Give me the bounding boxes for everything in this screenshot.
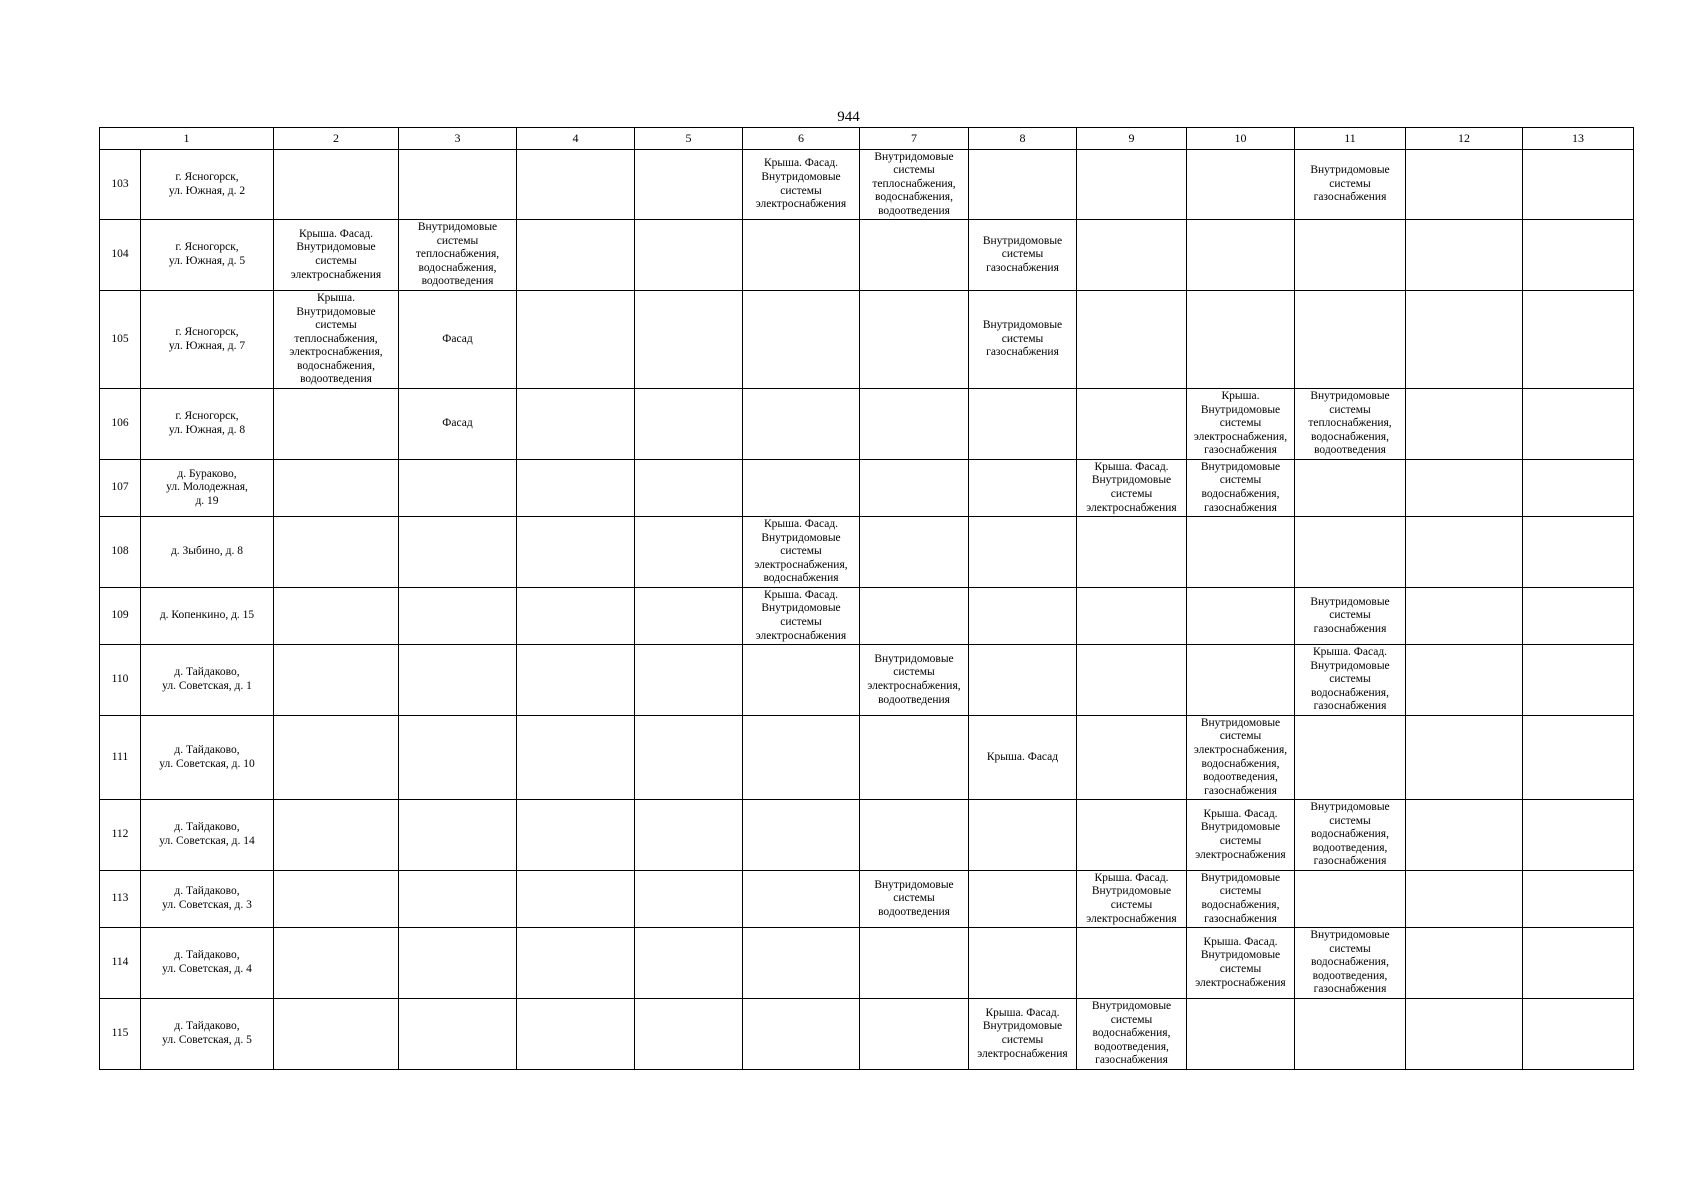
column-header: 9 bbox=[1077, 128, 1187, 150]
work-cell bbox=[743, 291, 860, 389]
column-header: 1 bbox=[100, 128, 274, 150]
work-cell bbox=[517, 928, 635, 999]
work-cell bbox=[1523, 389, 1634, 460]
work-cell bbox=[1406, 389, 1523, 460]
work-cell bbox=[274, 389, 399, 460]
work-cell bbox=[743, 389, 860, 460]
table-row bbox=[100, 645, 1634, 716]
work-cell bbox=[399, 150, 517, 220]
work-cell bbox=[860, 928, 969, 999]
work-cell bbox=[969, 588, 1077, 645]
work-cell bbox=[1406, 588, 1523, 645]
work-cell bbox=[1187, 150, 1295, 220]
work-cell bbox=[274, 645, 399, 716]
work-cell bbox=[1077, 150, 1187, 220]
work-cell bbox=[1295, 716, 1406, 800]
work-cell: Крыша. Фасад. Внутридомовые системы электроснабжения bbox=[1077, 871, 1187, 928]
work-cell bbox=[1077, 800, 1187, 871]
address-cell: г. Ясногорск, ул. Южная, д. 7 bbox=[141, 291, 274, 389]
work-cell bbox=[1187, 291, 1295, 389]
work-cell bbox=[1523, 871, 1634, 928]
work-cell bbox=[860, 291, 969, 389]
row-number: 105 bbox=[100, 291, 141, 389]
work-cell bbox=[635, 220, 743, 291]
work-cell bbox=[635, 517, 743, 588]
work-cell bbox=[969, 871, 1077, 928]
work-cell: Внутридомовые системы газоснабжения bbox=[969, 220, 1077, 291]
work-cell bbox=[517, 716, 635, 800]
work-cell bbox=[635, 389, 743, 460]
work-cell bbox=[274, 928, 399, 999]
work-cell bbox=[1406, 150, 1523, 220]
work-cell bbox=[399, 800, 517, 871]
work-cell bbox=[1077, 588, 1187, 645]
row-number: 109 bbox=[100, 588, 141, 645]
address-cell: д. Копенкино, д. 15 bbox=[141, 588, 274, 645]
work-cell bbox=[743, 800, 860, 871]
column-header: 11 bbox=[1295, 128, 1406, 150]
work-cell bbox=[635, 291, 743, 389]
work-cell bbox=[399, 871, 517, 928]
work-cell bbox=[517, 588, 635, 645]
work-cell bbox=[517, 220, 635, 291]
column-header: 7 bbox=[860, 128, 969, 150]
row-number: 114 bbox=[100, 928, 141, 999]
work-cell: Крыша. Внутридомовые системы теплоснабжения, электроснабжения, водоснабжения, водоотведения bbox=[274, 291, 399, 389]
work-cell bbox=[635, 588, 743, 645]
work-cell bbox=[1406, 999, 1523, 1070]
work-cell bbox=[1295, 871, 1406, 928]
work-cell bbox=[399, 645, 517, 716]
work-cell bbox=[1295, 291, 1406, 389]
work-cell bbox=[1406, 645, 1523, 716]
work-cell bbox=[274, 588, 399, 645]
work-cell bbox=[399, 588, 517, 645]
repair-schedule-table bbox=[99, 127, 1634, 1070]
row-number: 107 bbox=[100, 460, 141, 517]
work-cell: Крыша. Фасад. Внутридомовые системы электроснабжения bbox=[1187, 800, 1295, 871]
work-cell bbox=[1406, 716, 1523, 800]
address-cell: д. Тайдаково, ул. Советская, д. 3 bbox=[141, 871, 274, 928]
table-row bbox=[100, 460, 1634, 517]
work-cell bbox=[1523, 460, 1634, 517]
work-cell: Внутридомовые системы теплоснабжения, водоснабжения, водоотведения bbox=[860, 150, 969, 220]
work-cell bbox=[399, 517, 517, 588]
work-cell: Внутридомовые системы теплоснабжения, водоснабжения, водоотведения bbox=[1295, 389, 1406, 460]
work-cell bbox=[1523, 645, 1634, 716]
address-cell: д. Тайдаково, ул. Советская, д. 10 bbox=[141, 716, 274, 800]
work-cell: Внутридомовые системы электроснабжения, водоснабжения, водоотведения, газоснабжения bbox=[1187, 716, 1295, 800]
work-cell bbox=[1187, 517, 1295, 588]
column-header: 10 bbox=[1187, 128, 1295, 150]
work-cell: Крыша. Фасад. Внутридомовые системы электроснабжения bbox=[1187, 928, 1295, 999]
address-cell: г. Ясногорск, ул. Южная, д. 8 bbox=[141, 389, 274, 460]
row-number: 110 bbox=[100, 645, 141, 716]
work-cell bbox=[743, 645, 860, 716]
work-cell bbox=[635, 871, 743, 928]
table-row bbox=[100, 150, 1634, 220]
work-cell: Внутридомовые системы водоснабжения, водоотведения, газоснабжения bbox=[1295, 928, 1406, 999]
work-cell bbox=[517, 291, 635, 389]
work-cell bbox=[635, 716, 743, 800]
address-cell: д. Тайдаково, ул. Советская, д. 14 bbox=[141, 800, 274, 871]
work-cell bbox=[860, 800, 969, 871]
work-cell bbox=[1523, 517, 1634, 588]
work-cell bbox=[517, 645, 635, 716]
work-cell: Крыша. Фасад. Внутридомовые системы электроснабжения bbox=[743, 150, 860, 220]
work-cell bbox=[860, 517, 969, 588]
column-header: 4 bbox=[517, 128, 635, 150]
row-number: 112 bbox=[100, 800, 141, 871]
work-cell bbox=[1187, 645, 1295, 716]
work-cell: Внутридомовые системы водоотведения bbox=[860, 871, 969, 928]
work-cell: Крыша. Фасад. Внутридомовые системы электроснабжения bbox=[969, 999, 1077, 1070]
work-cell bbox=[1523, 716, 1634, 800]
work-cell bbox=[635, 999, 743, 1070]
column-header: 8 bbox=[969, 128, 1077, 150]
work-cell: Внутридомовые системы газоснабжения bbox=[1295, 588, 1406, 645]
work-cell bbox=[635, 928, 743, 999]
work-cell bbox=[743, 220, 860, 291]
work-cell bbox=[1077, 928, 1187, 999]
work-cell bbox=[635, 645, 743, 716]
column-header: 2 bbox=[274, 128, 399, 150]
work-cell bbox=[1523, 588, 1634, 645]
work-cell bbox=[1077, 291, 1187, 389]
work-cell: Внутридомовые системы водоснабжения, водоотведения, газоснабжения bbox=[1077, 999, 1187, 1070]
work-cell bbox=[399, 716, 517, 800]
work-cell bbox=[274, 517, 399, 588]
table-row bbox=[100, 800, 1634, 871]
table-row bbox=[100, 220, 1634, 291]
work-cell bbox=[1077, 645, 1187, 716]
work-cell bbox=[860, 389, 969, 460]
work-cell: Внутридомовые системы водоснабжения, газоснабжения bbox=[1187, 460, 1295, 517]
work-cell bbox=[743, 999, 860, 1070]
work-cell: Внутридомовые системы газоснабжения bbox=[1295, 150, 1406, 220]
work-cell bbox=[517, 999, 635, 1070]
column-header: 12 bbox=[1406, 128, 1523, 150]
work-cell bbox=[743, 928, 860, 999]
table-row bbox=[100, 291, 1634, 389]
work-cell bbox=[517, 517, 635, 588]
column-header: 13 bbox=[1523, 128, 1634, 150]
work-cell bbox=[517, 460, 635, 517]
column-header: 3 bbox=[399, 128, 517, 150]
work-cell bbox=[1523, 800, 1634, 871]
row-number: 113 bbox=[100, 871, 141, 928]
work-cell bbox=[1406, 871, 1523, 928]
work-cell bbox=[1406, 800, 1523, 871]
work-cell bbox=[274, 716, 399, 800]
address-cell: д. Тайдаково, ул. Советская, д. 1 bbox=[141, 645, 274, 716]
work-cell bbox=[1077, 517, 1187, 588]
work-cell bbox=[969, 389, 1077, 460]
column-header: 6 bbox=[743, 128, 860, 150]
work-cell bbox=[743, 871, 860, 928]
column-header: 5 bbox=[635, 128, 743, 150]
work-cell: Крыша. Фасад. Внутридомовые системы электроснабжения bbox=[1077, 460, 1187, 517]
work-cell bbox=[1077, 389, 1187, 460]
address-cell: д. Тайдаково, ул. Советская, д. 4 bbox=[141, 928, 274, 999]
work-cell bbox=[274, 871, 399, 928]
work-cell bbox=[1295, 999, 1406, 1070]
work-cell bbox=[1406, 928, 1523, 999]
work-cell bbox=[969, 460, 1077, 517]
work-cell bbox=[1523, 928, 1634, 999]
work-cell bbox=[274, 999, 399, 1070]
work-cell: Внутридомовые системы газоснабжения bbox=[969, 291, 1077, 389]
row-number: 115 bbox=[100, 999, 141, 1070]
work-cell bbox=[274, 460, 399, 517]
work-cell bbox=[1187, 999, 1295, 1070]
address-cell: д. Бураково, ул. Молодежная, д. 19 bbox=[141, 460, 274, 517]
work-cell bbox=[1295, 220, 1406, 291]
work-cell bbox=[1295, 460, 1406, 517]
work-cell bbox=[274, 800, 399, 871]
page-number: 944 bbox=[837, 109, 860, 125]
work-cell bbox=[1077, 220, 1187, 291]
work-cell bbox=[517, 150, 635, 220]
work-cell: Внутридомовые системы водоснабжения, газоснабжения bbox=[1187, 871, 1295, 928]
work-cell bbox=[969, 800, 1077, 871]
work-cell: Внутридомовые системы теплоснабжения, водоснабжения, водоотведения bbox=[399, 220, 517, 291]
work-cell bbox=[517, 800, 635, 871]
work-cell bbox=[969, 150, 1077, 220]
work-cell bbox=[1523, 291, 1634, 389]
table-row bbox=[100, 716, 1634, 800]
work-cell bbox=[1523, 150, 1634, 220]
work-cell bbox=[517, 389, 635, 460]
work-cell bbox=[860, 460, 969, 517]
work-cell bbox=[743, 460, 860, 517]
row-number: 104 bbox=[100, 220, 141, 291]
work-cell bbox=[1523, 999, 1634, 1070]
work-cell bbox=[1406, 460, 1523, 517]
work-cell: Внутридомовые системы электроснабжения, водоотведения bbox=[860, 645, 969, 716]
work-cell: Крыша. Внутридомовые системы электроснабжения, газоснабжения bbox=[1187, 389, 1295, 460]
row-number: 103 bbox=[100, 150, 141, 220]
work-cell bbox=[399, 928, 517, 999]
table-row bbox=[100, 999, 1634, 1070]
work-cell bbox=[399, 460, 517, 517]
work-cell bbox=[1187, 588, 1295, 645]
work-cell: Крыша. Фасад. Внутридомовые системы электроснабжения bbox=[743, 588, 860, 645]
work-cell bbox=[1406, 220, 1523, 291]
row-number: 108 bbox=[100, 517, 141, 588]
work-cell bbox=[635, 800, 743, 871]
work-cell bbox=[860, 588, 969, 645]
table-row bbox=[100, 871, 1634, 928]
work-cell bbox=[1523, 220, 1634, 291]
work-cell bbox=[1187, 220, 1295, 291]
table-row bbox=[100, 389, 1634, 460]
work-cell bbox=[969, 928, 1077, 999]
work-cell bbox=[1406, 517, 1523, 588]
work-cell: Внутридомовые системы водоснабжения, водоотведения, газоснабжения bbox=[1295, 800, 1406, 871]
row-number: 106 bbox=[100, 389, 141, 460]
table-row bbox=[100, 517, 1634, 588]
work-cell bbox=[1295, 517, 1406, 588]
work-cell bbox=[860, 716, 969, 800]
table-row bbox=[100, 928, 1634, 999]
work-cell bbox=[1406, 291, 1523, 389]
work-cell: Фасад bbox=[399, 389, 517, 460]
work-cell bbox=[969, 517, 1077, 588]
work-cell bbox=[274, 150, 399, 220]
column-number-row bbox=[100, 128, 1634, 150]
work-cell: Фасад bbox=[399, 291, 517, 389]
address-cell: г. Ясногорск, ул. Южная, д. 5 bbox=[141, 220, 274, 291]
work-cell bbox=[860, 220, 969, 291]
address-cell: д. Зыбино, д. 8 bbox=[141, 517, 274, 588]
work-cell bbox=[517, 871, 635, 928]
work-cell bbox=[635, 150, 743, 220]
work-cell bbox=[969, 645, 1077, 716]
work-cell bbox=[860, 999, 969, 1070]
work-cell bbox=[1077, 716, 1187, 800]
work-cell bbox=[743, 716, 860, 800]
table-row bbox=[100, 588, 1634, 645]
work-cell: Крыша. Фасад. Внутридомовые системы водоснабжения, газоснабжения bbox=[1295, 645, 1406, 716]
work-cell: Крыша. Фасад. Внутридомовые системы электроснабжения bbox=[274, 220, 399, 291]
address-cell: д. Тайдаково, ул. Советская, д. 5 bbox=[141, 999, 274, 1070]
row-number: 111 bbox=[100, 716, 141, 800]
work-cell bbox=[635, 460, 743, 517]
work-cell: Крыша. Фасад. Внутридомовые системы электроснабжения, водоснабжения bbox=[743, 517, 860, 588]
work-cell bbox=[399, 999, 517, 1070]
address-cell: г. Ясногорск, ул. Южная, д. 2 bbox=[141, 150, 274, 220]
work-cell: Крыша. Фасад bbox=[969, 716, 1077, 800]
